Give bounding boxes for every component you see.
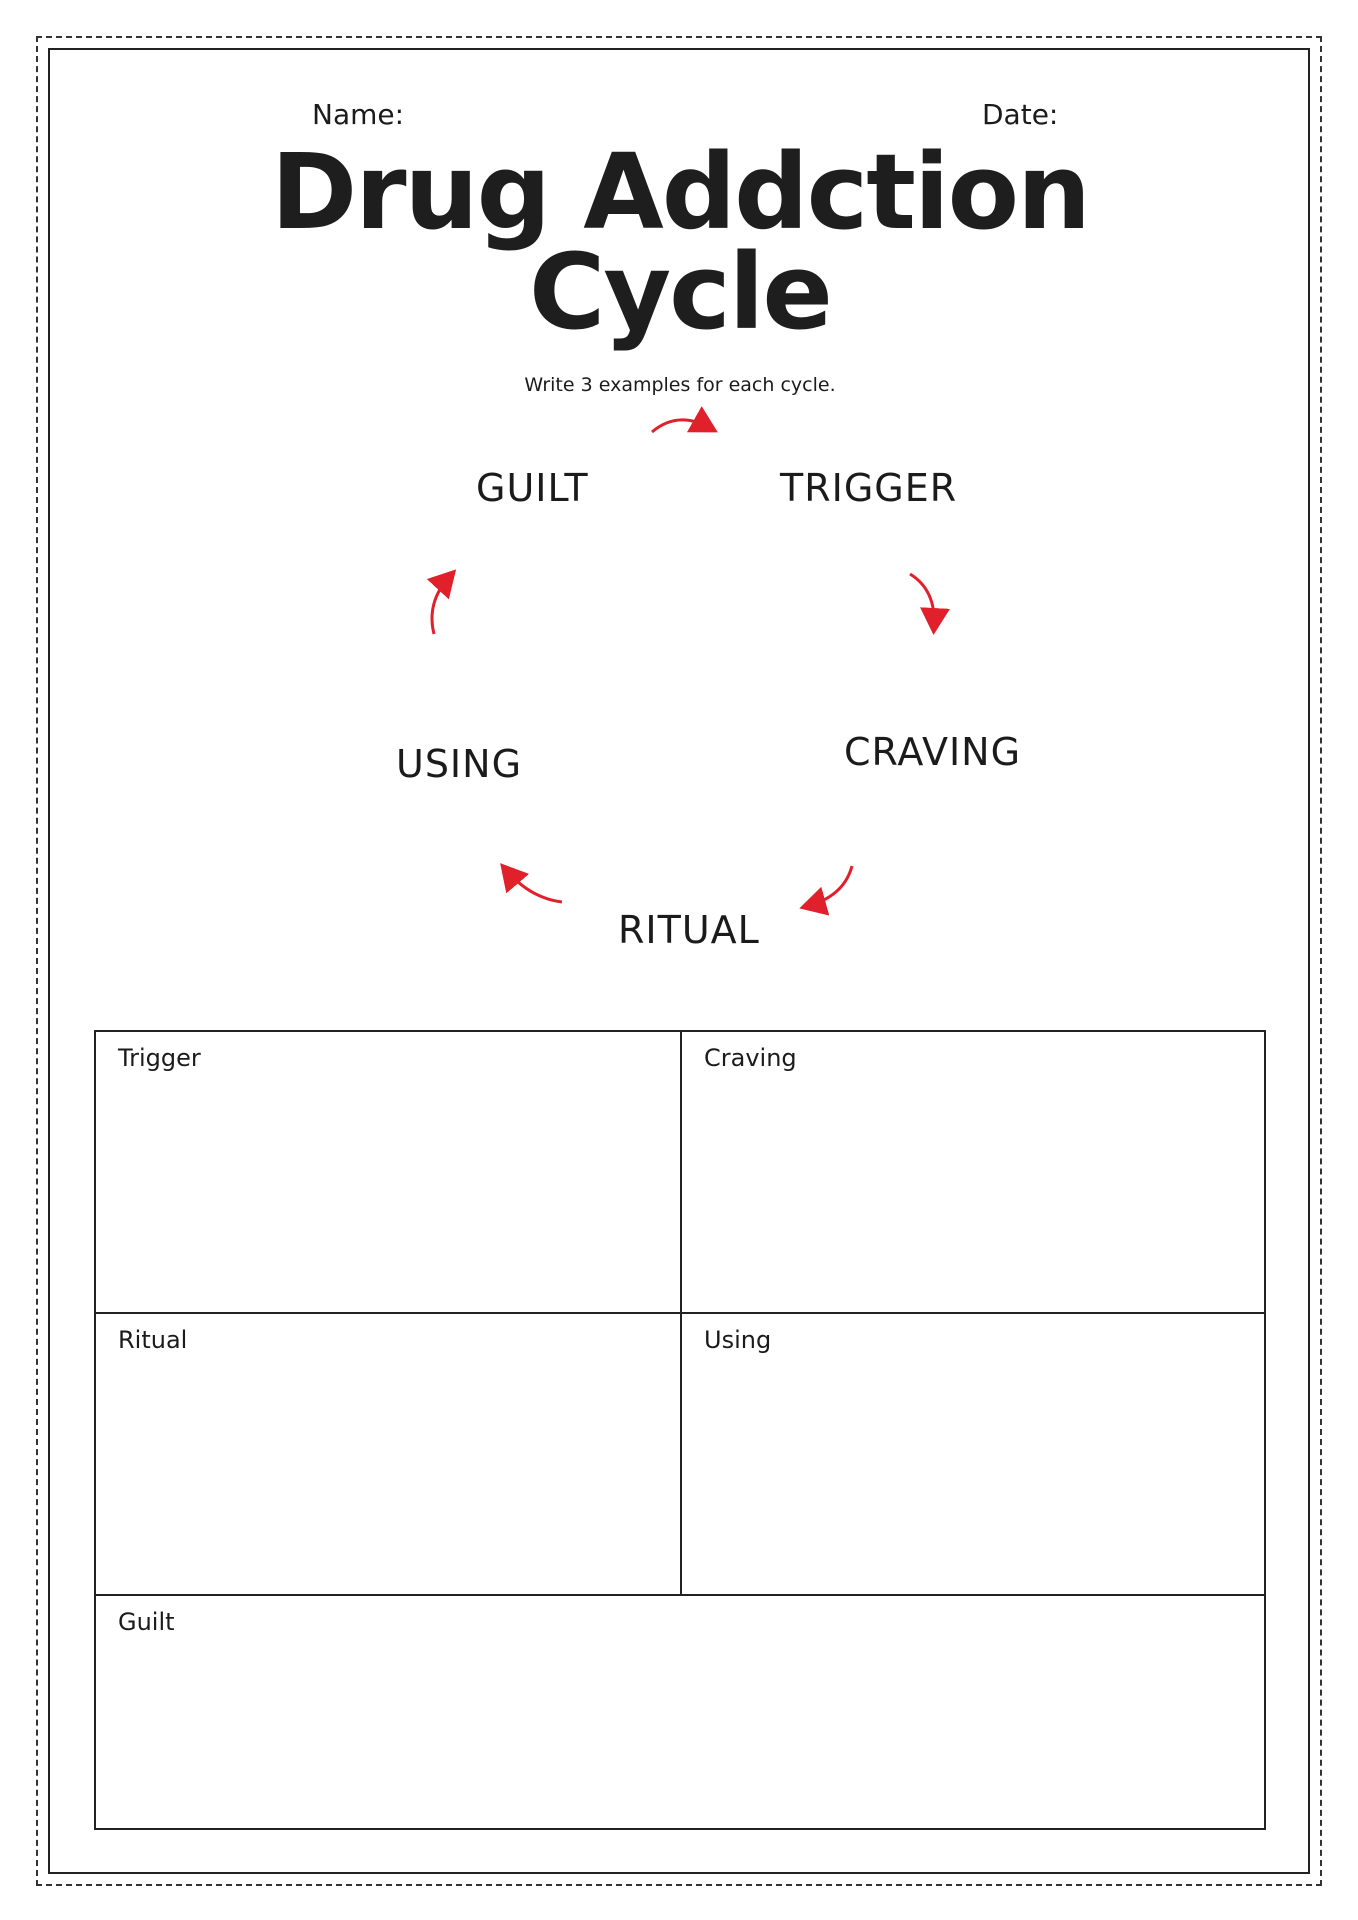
trigger-label: Trigger — [118, 1044, 201, 1072]
ritual-cell[interactable] — [96, 1314, 682, 1596]
arrow-ritual-to-using — [506, 870, 562, 902]
trigger-cell[interactable] — [96, 1032, 682, 1314]
guilt-cell[interactable] — [96, 1596, 1264, 1828]
examples-table — [94, 1030, 1266, 1830]
stage-using: USING — [396, 742, 523, 786]
instruction-text: Write 3 examples for each cycle. — [524, 374, 836, 396]
craving-label: Craving — [704, 1044, 797, 1072]
ritual-label: Ritual — [118, 1326, 188, 1354]
arrow-guilt-to-trigger — [652, 420, 710, 432]
stage-guilt: GUILT — [476, 466, 589, 510]
arrow-craving-to-ritual — [808, 866, 852, 906]
stage-ritual: RITUAL — [618, 908, 760, 952]
arrow-trigger-to-craving — [910, 574, 934, 626]
name-label: Name: — [312, 98, 405, 131]
using-cell[interactable] — [682, 1314, 1266, 1596]
craving-cell[interactable] — [682, 1032, 1266, 1314]
arrow-using-to-guilt — [432, 576, 450, 634]
stage-trigger: TRIGGER — [780, 466, 958, 510]
date-label: Date: — [982, 98, 1059, 131]
title-line-2: Cycle — [529, 231, 831, 353]
title-line-1: Drug Addction — [270, 131, 1090, 253]
guilt-label: Guilt — [118, 1608, 175, 1636]
stage-craving: CRAVING — [844, 730, 1022, 774]
using-label: Using — [704, 1326, 772, 1354]
